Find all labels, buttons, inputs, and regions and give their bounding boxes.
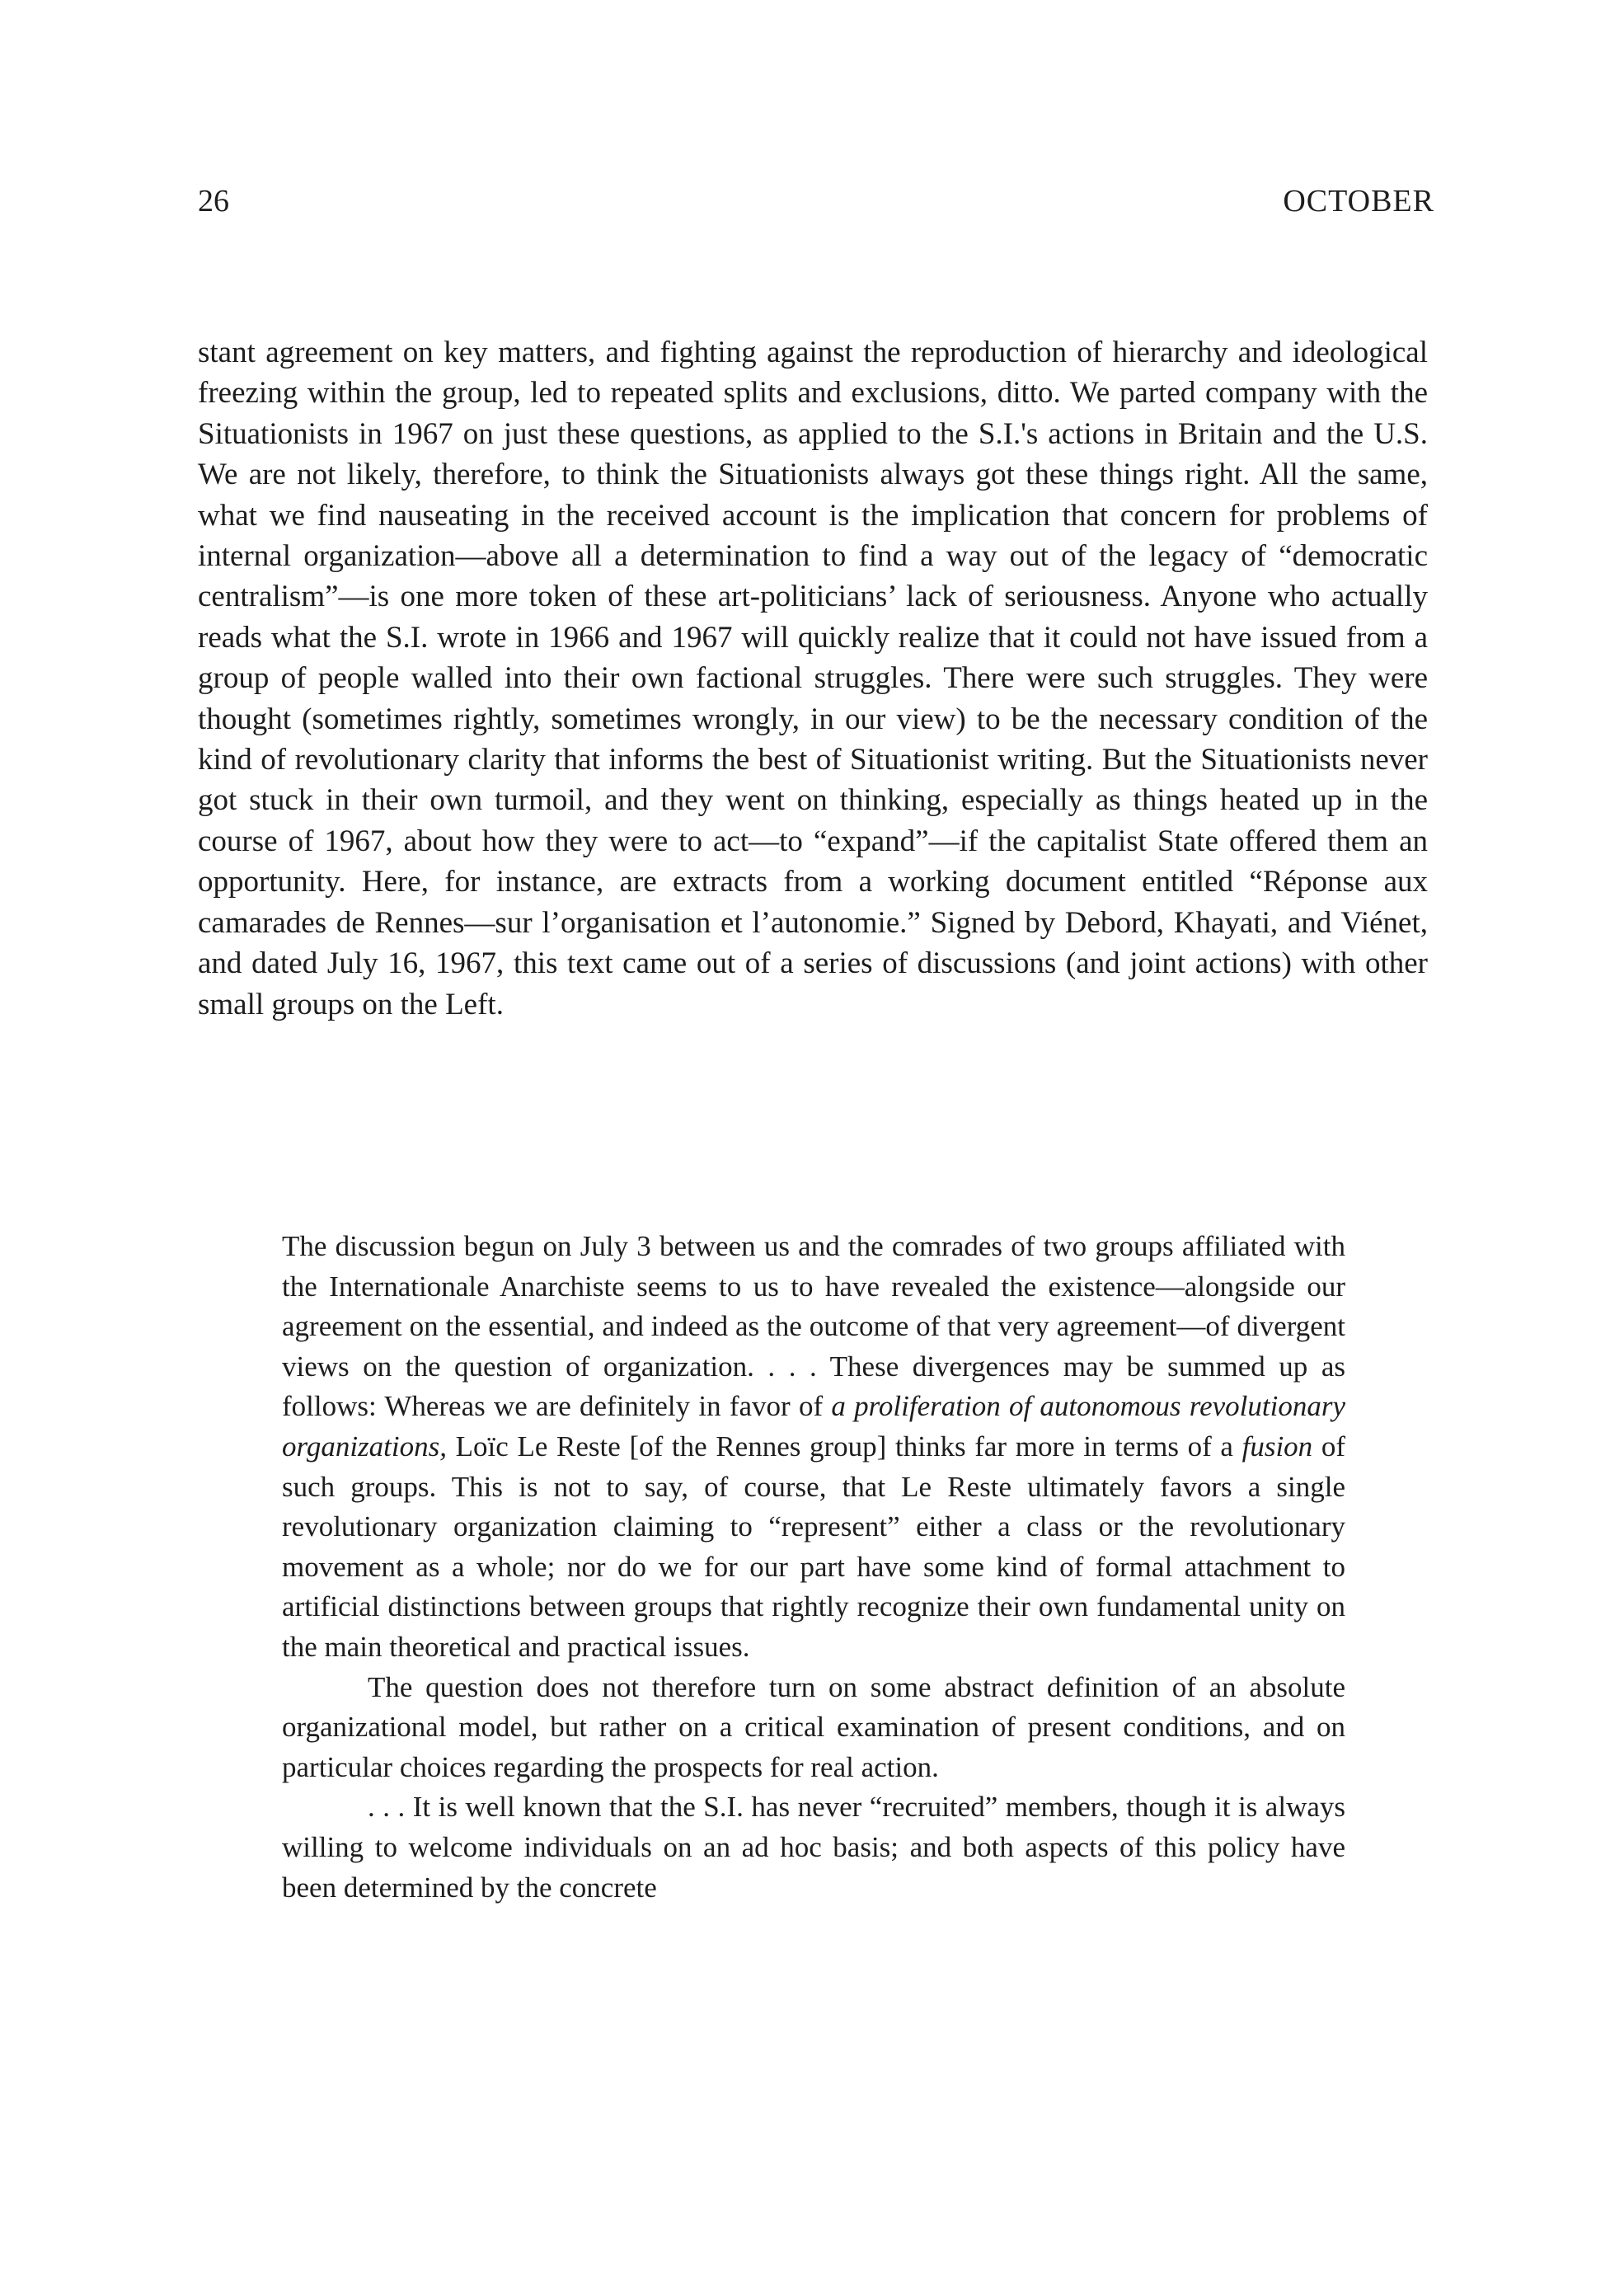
quote-emphasis-fusion: fusion	[1241, 1430, 1313, 1463]
quote-text: Loïc Le Reste [of the Rennes group] thinks far more in terms of a	[447, 1430, 1242, 1463]
quote-emphasis-proliferation: a proliferation of autonomous revolutionary organizations,	[282, 1390, 1345, 1463]
quote-text: of such groups. This is not to say, of course, that Le Reste ultimately favors a single revolutionary organization claiming to “represent” either a class or the revolutionary movement as a whole; nor do we for our part have some kind of formal attachment to artificial distinctions between groups that rightly recognize their own fundamental unity on the main theoretical and practical issues.	[282, 1430, 1346, 1663]
page-number: 26	[198, 184, 229, 218]
running-head-journal-title: OCTOBER	[1283, 184, 1434, 218]
quote-paragraph-2: The question does not therefore turn on some abstract definition of an absolute organizational model, but rather on a critical examination of present conditions, and on particular choices regarding the prospects for real action.	[282, 1670, 1345, 1783]
body-paragraph: stant agreement on key matters, and fighting against the reproduction of hierarchy and ideological freezing within the group, led to repeated splits and exclusions, ditto. We parted company with the Situationists in 1967 on just these questions, as applied to the S.I.'s actions in Britain and the U.S. We are not likely, therefore, to think the Situationists always got these things right. All the same, what we find nauseating in the received account is the implication that concern for problems of internal organization—above all a determination to find a way out of the legacy of “democratic centralism”—is one more token of these art-politicians’ lack of seriousness. Anyone who actually reads what the S.I. wrote in 1966 and 1967 will quickly realize that it could not have issued from a group of people walled into their own factional struggles. There were such struggles. They were thought (sometimes rightly, sometimes wrongly, in our view) to be the necessary condition of the kind of revolutionary clarity that informs the best of Situationist writing. But the Situationists never got stuck in their own turmoil, and they went on thinking, especially as things heated up in the course of 1967, about how they were to act—to “expand”—if the capitalist State offered them an opportunity. Here, for instance, are extracts from a working document entitled “Réponse aux camarades de Rennes—sur l’organisation et l’autonomie.” Signed by Debord, Khayati, and Viénet, and dated July 16, 1967, this text came out of a series of discussions (and joint actions) with other small groups on the Left.	[198, 336, 1428, 1021]
quote-text: The discussion begun on July 3 between us and the comrades of two groups affiliated with the Internationale Anarchiste seems to us to have revealed the existence—alongside our agreement on the essential, and indeed as the outcome of that very agreement—of divergent views on the question of organization. . . . These divergences may be summed up as follows: Whereas we are definitely in favor of	[282, 1230, 1345, 1423]
quote-paragraph-3: . . . It is well known that the S.I. has never “recruited” members, though it is always willing to welcome individuals on an ad hoc basis; and both aspects of this policy have been determined by the concrete	[282, 1791, 1345, 1904]
block-quote	[282, 1227, 1345, 1908]
quote-paragraph-1	[282, 1227, 1345, 1668]
